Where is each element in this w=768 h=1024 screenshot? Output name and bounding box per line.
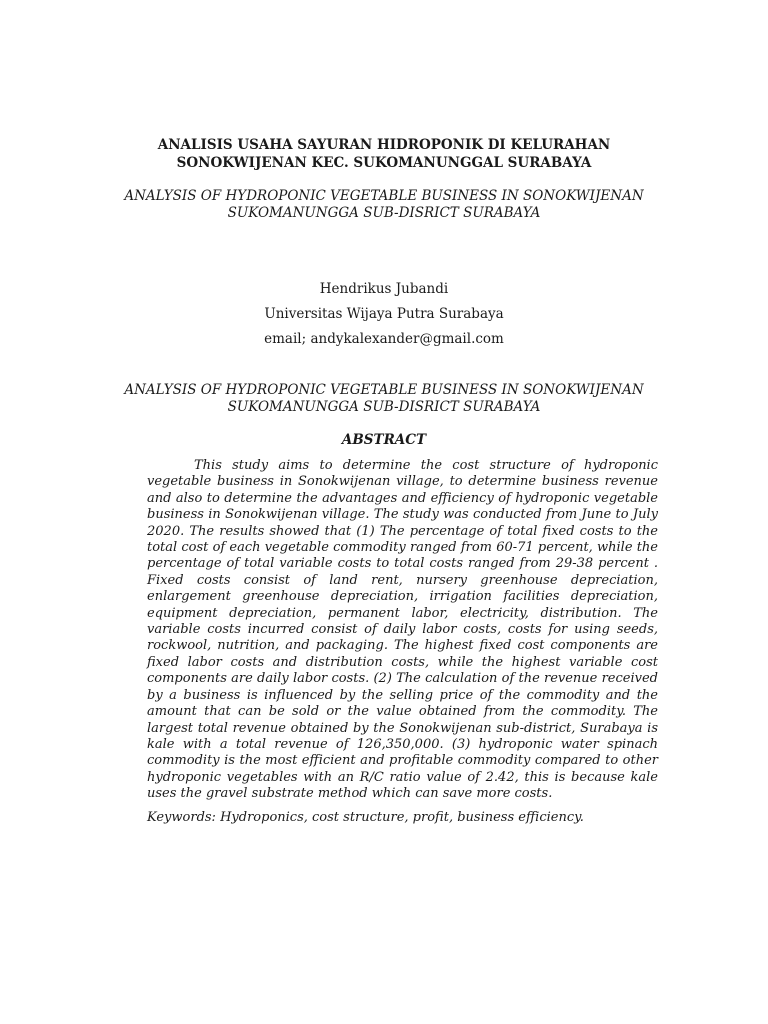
author-name: Hendrikus Jubandi [319, 281, 449, 297]
paper-title-indonesian-line2: SONOKWIJENAN KEC. SUKOMANUNGGAL SURABAYA [176, 155, 592, 171]
paper-title-english-line1: ANALYSIS OF HYDROPONIC VEGETABLE BUSINESS IN SONOKWIJENAN [124, 188, 644, 204]
author-email: email; andykalexander@gmail.com [264, 331, 504, 347]
abstract-english-title-line1: ANALYSIS OF HYDROPONIC VEGETABLE BUSINESS IN SONOKWIJENAN [124, 382, 644, 398]
author-affiliation: Universitas Wijaya Putra Surabaya [264, 306, 504, 322]
abstract-english-title [100, 382, 668, 416]
paper-title-english-line2: SUKOMANUNGGA SUB-DISRICT SURABAYA [227, 205, 541, 221]
abstract-english-title-line2: SUKOMANUNGGA SUB-DISRICT SURABAYA [227, 399, 541, 415]
paper-title-indonesian [100, 136, 668, 172]
paper-title-english [100, 188, 668, 222]
abstract-body: This study aims to determine the cost structure of hydroponic vegetable business in Sonokwijenan village, to determine business revenue and also to determine the advantages and efficiency of hydroponic vegetable business in Sonokwijenan village. The study was conducted from June to July 2020. The results showed that (1) The percentage of total fixed costs to the total cost of each vegetable commodity ranged from 60-71 percent, while the percentage of total variable costs to total costs ranged from 29-38 percent . Fixed costs consist of land rent, nursery greenhouse depreciation, enlargement greenhouse depreciation, irrigation facilities depreciation, equipment depreciation, permanent labor, electricity, distribution. The variable costs incurred consist of daily labor costs, costs for using seeds, rockwool, nutrition, and packaging. The highest fixed cost components are fixed labor costs and distribution costs, while the highest variable cost components are daily labor costs. (2) The calculation of the revenue received by a business is influenced by the selling price of the commodity and the amount that can be sold or the value obtained from the commodity. The largest total revenue obtained by the Sonokwijenan sub-district, Surabaya is kale with a total revenue of 126,350,000. (3) hydroponic water spinach commodity is the most efficient and profitable commodity compared to other hydroponic vegetables with an R/C ratio value of 2.42, this is because kale uses the gravel substrate method which can save more costs. [147, 458, 658, 802]
paper-title-indonesian-line1: ANALISIS USAHA SAYURAN HIDROPONIK DI KELURAHAN [157, 137, 611, 153]
keywords: Keywords: Hydroponics, cost structure, profit, business efficiency. [147, 810, 584, 825]
abstract-heading: ABSTRACT [341, 432, 427, 448]
